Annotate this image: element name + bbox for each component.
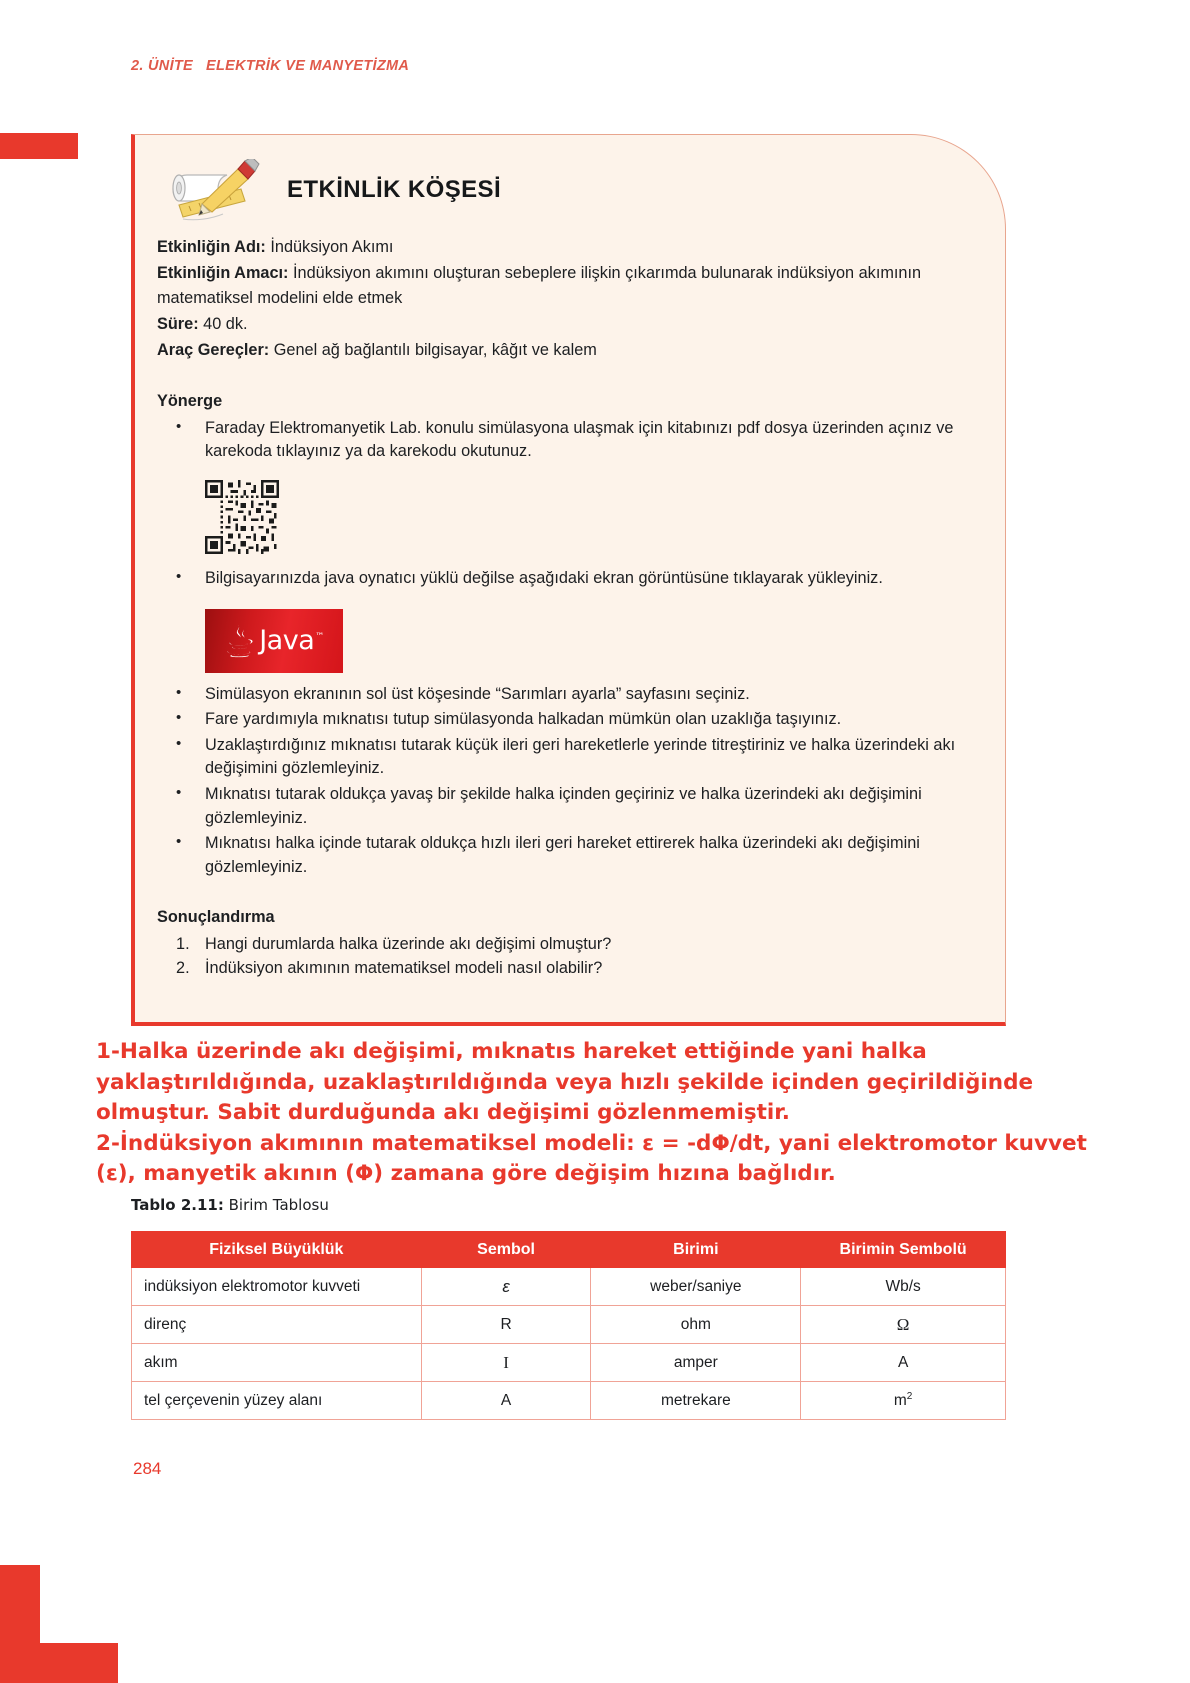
table-cell-unit-symbol [801, 1382, 1006, 1420]
unit-symbol-exponent: 2 [906, 1390, 913, 1402]
meta-activity-purpose [157, 261, 965, 312]
sonuclandirma-title: Sonuçlandırma [157, 907, 275, 926]
table-cell-symbol: R [421, 1306, 591, 1344]
table-cell-symbol: ε [421, 1268, 591, 1306]
table-cell-unit-symbol: Ω [801, 1306, 1006, 1344]
table-header-cell: Birimin Sembolü [801, 1232, 1006, 1268]
table-row [132, 1268, 1006, 1306]
java-logo[interactable] [205, 609, 343, 673]
table-row [132, 1382, 1006, 1420]
answer-line: 1-Halka üzerinde akı değişimi, mıknatıs hareket ettiğinde yani halka [96, 1039, 927, 1064]
meta-label: Araç Gereçler: [157, 340, 270, 359]
meta-label: Etkinliğin Amacı: [157, 263, 289, 282]
yonerge-list [157, 417, 965, 464]
answer-line: 2-İndüksiyon akımının matematiksel modeli: ε = -dΦ/dt, yani elektromotor kuvvet [96, 1130, 1087, 1156]
table-row [132, 1306, 1006, 1344]
unit-table [131, 1231, 1006, 1420]
top-tab-mark [0, 133, 78, 159]
list-item: • Mıknatısı tutarak oldukça yavaş bir şekilde halka içinden geçiriniz ve halka üzerindeki akı değişimini gözlemleyiniz. [157, 783, 965, 830]
sonuclandirma-list [157, 932, 965, 981]
yonerge-list-3 [157, 683, 965, 880]
student-answer-block [96, 1037, 1101, 1190]
list-item: • Uzaklaştırdığınız mıknatısı tutarak küçük ileri geri hareketlerle yerinde titreştiriniz ve halka üzerindeki akı değişimini gözlemleyiniz. [157, 734, 965, 781]
table-cell-unit-symbol: A [801, 1344, 1006, 1382]
java-trademark: ™ [315, 632, 324, 643]
table-cell-unit: amper [591, 1344, 801, 1382]
meta-value: 40 dk. [198, 315, 248, 334]
table-cell-symbol: I [421, 1344, 591, 1382]
list-item: • Mıknatısı halka içinde tutarak oldukça hızlı ileri geri hareket ettirerek halka üzerindeki akı değişimini gözlemleyiniz. [157, 832, 965, 879]
activity-header [135, 135, 1005, 221]
yonerge-title: Yönerge [157, 391, 223, 410]
table-caption [131, 1196, 329, 1214]
meta-label: Etkinliğin Adı: [157, 238, 266, 256]
answer-line: olmuştur. Sabit durduğunda akı değişimi gözlenmemiştir. [96, 1100, 790, 1126]
java-logo-wrapper[interactable] [205, 609, 965, 673]
java-wordmark [259, 625, 324, 657]
table-header-cell: Birimi [591, 1232, 801, 1268]
meta-label: Süre: [157, 315, 199, 334]
table-cell-unit-symbol: Wb/s [801, 1268, 1006, 1306]
answer-line: (ε), manyetik akının (Φ) zamana göre değişim hızına bağlıdır. [96, 1161, 836, 1187]
answer-line: yaklaştırıldığında, uzaklaştırıldığında veya hızlı şekilde içinden geçirildiğinde [96, 1069, 1034, 1095]
table-cell-quantity: direnç [132, 1306, 422, 1344]
list-item: • Faraday Elektromanyetik Lab. konulu simülasyona ulaşmak için kitabınızı pdf dosya üzerinden açınız ve karekoda tıklayınız ya da karekodu okutunuz. [157, 417, 965, 464]
activity-title: ETKİNLİK KÖŞESİ [287, 176, 502, 203]
list-item: • Simülasyon ekranının sol üst köşesinde “Sarımları ayarla” sayfasını seçiniz. [157, 683, 965, 707]
meta-value: İndüksiyon akımını oluşturan sebeplere ilişkin çıkarımda bulunarak indüksiyon akımının matematiksel modelini elde etmek [157, 263, 922, 308]
yonerge-list-2 [157, 567, 965, 591]
scroll-pencil-icon [165, 159, 269, 221]
qr-code-wrapper[interactable] [205, 480, 965, 559]
activity-body [135, 221, 1005, 980]
list-item: Hangi durumlarda halka üzerinde akı değişimi olmuştur? [205, 934, 612, 953]
bottom-corner-mark [0, 1565, 118, 1683]
table-cell-unit: ohm [591, 1306, 801, 1344]
table-cell-unit: metrekare [591, 1382, 801, 1420]
java-coffee-cup-icon [224, 624, 254, 658]
table-cell-quantity: akım [132, 1344, 422, 1382]
unit-symbol-base: m [893, 1392, 907, 1410]
meta-value: İndüksiyon Akımı [265, 238, 394, 256]
table-row [132, 1344, 1006, 1382]
meta-duration [157, 312, 965, 338]
table-cell-symbol: A [421, 1382, 591, 1420]
qr-code-icon[interactable] [205, 480, 279, 554]
table-caption-text: Birim Tablosu [223, 1196, 329, 1214]
table-header-cell: Fiziksel Büyüklük [132, 1232, 422, 1268]
meta-activity-name [157, 235, 965, 261]
list-item: • Fare yardımıyla mıknatısı tutup simülasyonda halkadan mümkün olan uzaklığa taşıyınız. [157, 708, 965, 732]
java-word-text: Java [259, 625, 315, 657]
activity-box [131, 134, 1006, 1026]
table-caption-label: Tablo 2.11: [131, 1196, 224, 1214]
table-cell-unit: weber/saniye [591, 1268, 801, 1306]
table-cell-quantity: indüksiyon elektromotor kuvveti [132, 1268, 422, 1306]
list-item: İndüksiyon akımının matematiksel modeli nasıl olabilir? [205, 958, 603, 977]
table-cell-quantity: tel çerçevenin yüzey alanı [132, 1382, 422, 1420]
meta-value: Genel ağ bağlantılı bilgisayar, kâğıt ve kalem [269, 340, 597, 359]
page-number: 284 [133, 1459, 162, 1478]
running-header: 2. ÜNİTE ELEKTRİK VE MANYETİZMA [131, 58, 410, 74]
table-header-row [132, 1232, 1006, 1268]
list-item: • Bilgisayarınızda java oynatıcı yüklü değilse aşağıdaki ekran görüntüsüne tıklayarak yükleyiniz. [157, 567, 965, 591]
meta-materials [157, 338, 965, 364]
table-header-cell: Sembol [421, 1232, 591, 1268]
